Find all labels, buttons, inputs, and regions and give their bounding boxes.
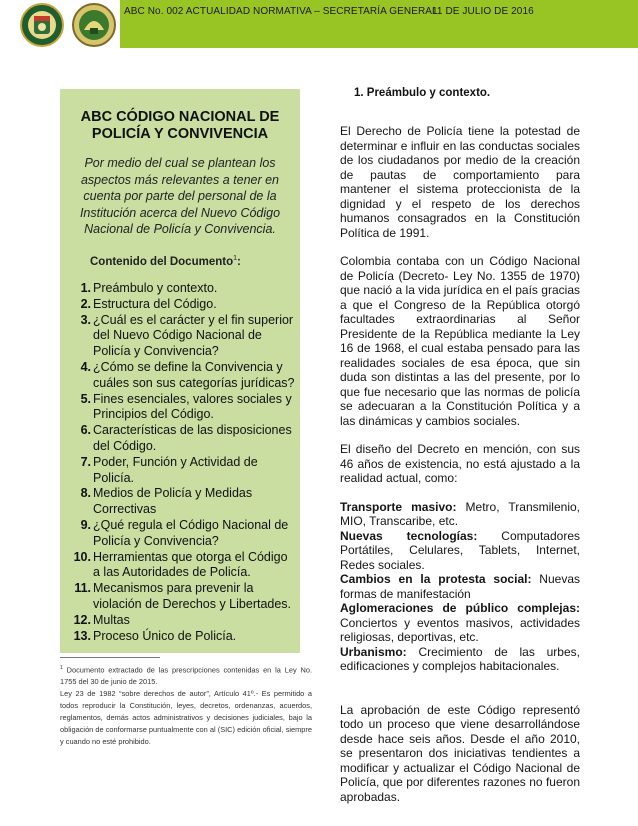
- seal-logo: [73, 4, 115, 46]
- contents-item-number: 11.: [74, 581, 91, 596]
- contents-item: [64, 486, 296, 518]
- contents-item-text: Multas: [93, 612, 130, 627]
- contents-item-text: Mecanismos para prevenir la violación de Derechos y Libertades.: [93, 581, 292, 611]
- contents-item-number: 3.: [80, 312, 91, 327]
- contents-item-text: ¿Qué regula el Código Nacional de Policía y Convivencia?: [93, 517, 289, 548]
- contents-item: [64, 281, 296, 297]
- summary-box: [60, 89, 300, 653]
- contents-item: [64, 360, 296, 392]
- example-item: [340, 645, 580, 674]
- contents-item-text: ¿Cómo se define la Convivencia y cuáles son sus categorías jurídicas?: [93, 359, 295, 390]
- contents-item: [64, 313, 296, 360]
- contents-item: [64, 455, 296, 487]
- contents-item: [64, 392, 296, 424]
- contents-item-number: 6.: [80, 423, 91, 438]
- police-shield-logo: [21, 4, 63, 46]
- contents-item: [64, 518, 296, 550]
- contents-item: [64, 297, 296, 313]
- box-subtitle: Por medio del cual se plantean los aspectos más relevantes a tener en cuenta por parte del personal de la Institución acerca del Nuevo Código Nacional de Policía y Convivencia.: [79, 156, 281, 236]
- example-text: Computadores Portátiles, Celulares, Tablets, Internet, Redes sociales.: [340, 528, 580, 572]
- contents-item: [64, 550, 296, 582]
- footnote-mark: 1: [60, 665, 63, 671]
- paragraph-3: El diseño del Decreto en mención, con sus 46 años de existencia, no está ajustado a la realidad actual, como:: [340, 442, 580, 485]
- paragraph-2: Colombia contaba con un Código Nacional de Policía (Decreto- Ley No. 1355 de 1970) que nació a la vida jurídica en el país gracias a que el Congreso de la República otorgó facultades extraordinarias al Señor Presidente de la República mediante la Ley 16 de 1968, el cual estaba pensado para las realidades sociales de esa época, que sin duda son distintas a las del presente, por lo que fue necesario que las normas de policía se adecuaran a la Constitución Política y a las dinámicas y cambios sociales.: [340, 254, 580, 428]
- contents-item-number: 8.: [80, 486, 91, 501]
- header-title: [124, 6, 534, 17]
- example-text: Crecimiento de las urbes, edificaciones y complejos habitacionales.: [340, 644, 580, 673]
- footnote-rule: [60, 657, 160, 658]
- contents-item-number: 7.: [80, 454, 91, 469]
- contents-item-text: Estructura del Código.: [93, 296, 217, 311]
- example-text: Metro, Transmilenio, MIO, Transcaribe, etc.: [340, 499, 580, 528]
- example-item: [340, 529, 580, 573]
- contents-item-number: 9.: [80, 517, 91, 532]
- contents-item: [64, 629, 296, 645]
- paragraph-1: El Derecho de Policía tiene la potestad de determinar e influir en las conductas sociales de los ciudadanos por medio de la creación de pautas de comportamiento para mantener el sistema proteccionista de la dignidad y el respeto de los derechos humanos consagrados en la Constitución Política de 1991.: [340, 124, 580, 240]
- contents-item: [64, 423, 296, 455]
- contents-item-number: 13.: [73, 628, 91, 643]
- contents-item-text: Preámbulo y contexto.: [93, 281, 218, 295]
- contents-item-text: Medios de Policía y Medidas Correctivas: [93, 486, 253, 517]
- contents-item-number: 10.: [73, 549, 91, 564]
- contents-item-text: Herramientas que otorga el Código a las Autoridades de Policía.: [93, 549, 288, 580]
- footnote-ref: 1: [233, 255, 238, 262]
- contents-item-text: Características de las disposiciones del Código.: [93, 423, 292, 453]
- contents-item-text: ¿Cuál es el carácter y el fin superior del Nuevo Código Nacional de Policía y Convivencia?: [93, 312, 294, 359]
- contents-item-text: Fines esenciales, valores sociales y Principios del Código.: [93, 391, 292, 422]
- footnote-line-2: Ley 23 de 1982 “sobre derechos de autor”, Artículo 41º.- Es permitido a todos reproducir la Constitución, leyes, decretos, ordenanzas, acuerdos, reglamentos, demás actos administrativos y decisiones judiciales, bajo la obligación de conformarse puntualmente con al (SIC) edición oficial, siempre y cuando no esté prohibido.: [60, 689, 312, 747]
- footnote-line-1-text: Documento extractado de las prescripciones contenidas en la Ley No. 1755 del 30 de junio de 2015.: [60, 665, 312, 687]
- footnote: [60, 662, 312, 748]
- contents-item-number: 12.: [73, 612, 91, 627]
- contents-item-text: Proceso Único de Policía.: [93, 628, 237, 643]
- header-title-text: ABC No. 002 ACTUALIDAD NORMATIVA – SECRETARÍA GENERAL: [124, 6, 438, 17]
- examples-list: [340, 500, 580, 674]
- contents-heading: [90, 255, 241, 268]
- example-text: Nuevas formas de manifestación: [340, 572, 580, 601]
- contents-heading-text: Contenido del Documento: [90, 255, 234, 268]
- contents-item: [64, 613, 296, 629]
- main-column: [340, 86, 580, 804]
- box-title: ABC CÓDIGO NACIONAL DE POLICÍA Y CONVIVENCIA: [80, 109, 280, 142]
- contents-list: [64, 281, 296, 644]
- section-title: 1. Preámbulo y contexto.: [354, 87, 491, 99]
- example-label: Urbanismo:: [340, 644, 407, 659]
- example-label: Aglomeraciones de público complejas:: [340, 601, 580, 615]
- contents-item-number: 1.: [80, 281, 91, 295]
- contents-item: [64, 581, 296, 613]
- header-date: 11 DE JULIO DE 2016: [432, 6, 534, 17]
- contents-item-number: 4.: [80, 359, 91, 374]
- example-item: [340, 572, 580, 601]
- example-item: [340, 500, 580, 529]
- contents-item-text: Poder, Función y Actividad de Policía.: [93, 454, 258, 485]
- example-item: [340, 601, 580, 645]
- example-text: Conciertos y eventos masivos, actividades religiosas, deportivas, etc.: [340, 615, 580, 644]
- footnote-line-1: [60, 662, 312, 688]
- example-label: Cambios en la protesta social:: [340, 572, 532, 586]
- example-label: Transporte masivo:: [340, 499, 457, 514]
- example-label: Nuevas tecnologías:: [340, 528, 478, 543]
- paragraph-4: La aprobación de este Código representó todo un proceso que viene desarrollándose desde hace seis años. Desde el año 2010, se presentaron dos iniciativas tendientes a modificar y actualizar el Código Nacional de Policía, que por diferentes razones no fueron aprobadas.: [340, 702, 580, 804]
- contents-item-number: 5.: [80, 391, 91, 406]
- contents-item-number: 2.: [80, 296, 91, 311]
- contents-colon: :: [237, 255, 241, 268]
- logos: [14, 2, 124, 48]
